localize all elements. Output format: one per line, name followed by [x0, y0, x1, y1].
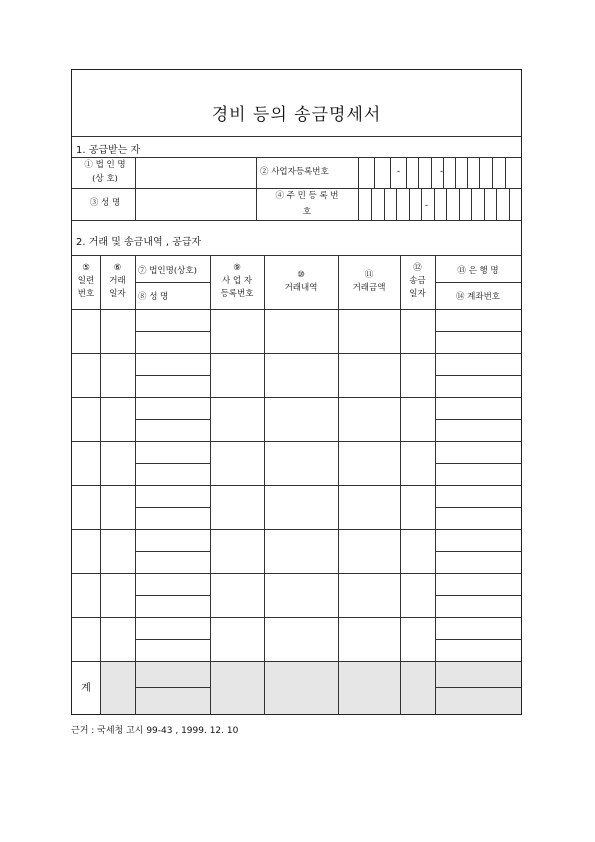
- divider: [358, 157, 359, 220]
- col-bizno-num: ⑨: [233, 263, 241, 273]
- digit-box: [409, 188, 410, 220]
- column-divider: [210, 255, 211, 714]
- digit-box: [421, 188, 422, 220]
- divider: [72, 309, 521, 310]
- col-amount-num: ⑪: [364, 270, 374, 280]
- divider: [435, 282, 521, 283]
- divider: [72, 157, 521, 158]
- col-date-b: 일자: [109, 289, 126, 299]
- digit-box: [467, 157, 468, 188]
- digit-box: [390, 157, 391, 188]
- sub-row: [435, 507, 521, 508]
- col-bank-name: ⑬ 은 행 명: [457, 266, 499, 276]
- sub-row: [435, 551, 521, 552]
- col-date-num: ⑥: [113, 263, 122, 273]
- sub-row: [135, 595, 210, 596]
- digit-box: [406, 157, 407, 188]
- name-label: ③ 성 명: [89, 198, 121, 208]
- footer-reference: 근거 : 국세청 고시 99-43 , 1999. 12. 10: [71, 726, 239, 736]
- col-bizno-a: 사 업 자: [221, 276, 253, 286]
- col-remit-num: ⑫: [413, 263, 422, 273]
- column-divider: [400, 255, 401, 714]
- col-remit-a: 송금: [409, 276, 426, 286]
- resident-no-dash: -: [425, 201, 429, 211]
- digit-box: [374, 157, 375, 188]
- sub-row: [135, 507, 210, 508]
- business-no-label: ② 사업자등록번호: [260, 167, 329, 177]
- digit-box: [496, 188, 497, 220]
- col-serial-b: 번호: [77, 289, 95, 299]
- col-detail-a: 거래내역: [284, 283, 318, 293]
- sub-row: [135, 419, 210, 420]
- table-row: [72, 661, 521, 662]
- sub-row: [435, 375, 521, 376]
- divider: [72, 188, 521, 189]
- digit-box: [509, 188, 510, 220]
- col-date-a: 거래: [109, 276, 126, 286]
- sub-row: [435, 419, 521, 420]
- divider: [135, 157, 136, 220]
- sub-row: [135, 639, 210, 640]
- column-divider: [435, 255, 436, 714]
- total-label: 계: [81, 683, 91, 694]
- column-divider: [338, 255, 339, 714]
- table-row: [72, 441, 521, 442]
- corp-name-label: ① 법 인 명: [84, 160, 126, 170]
- digit-box: [484, 188, 485, 220]
- digit-box: [446, 188, 447, 220]
- digit-box: [471, 188, 472, 220]
- business-no-dash: -: [440, 167, 444, 177]
- table-row: [72, 529, 521, 530]
- divider: [135, 282, 210, 283]
- col-person-name: ⑧ 성 명: [138, 292, 169, 302]
- table-row: [72, 573, 521, 574]
- column-divider: [264, 255, 265, 714]
- business-no-dash: -: [397, 167, 401, 177]
- section2-label: 2. 거래 및 송금내역 , 공급자: [76, 237, 202, 248]
- col-bizno-b: 등록번호: [220, 289, 254, 299]
- digit-box: [443, 157, 444, 188]
- sub-row: [435, 463, 521, 464]
- divider: [72, 255, 521, 256]
- table-row: [72, 353, 521, 354]
- resident-no-label-sub: 호: [302, 207, 312, 217]
- remittance-form: [71, 69, 522, 715]
- column-divider: [100, 255, 101, 714]
- divider: [72, 136, 521, 137]
- sub-row: [435, 595, 521, 596]
- digit-box: [431, 157, 432, 188]
- resident-no-label: ④ 주 민 등 록 번: [275, 191, 339, 201]
- table-row: [72, 617, 521, 618]
- digit-box: [492, 157, 493, 188]
- col-amount-a: 거래금액: [352, 283, 386, 293]
- digit-box: [434, 188, 435, 220]
- col-serial-a: 일련: [77, 276, 95, 286]
- sub-row: [435, 331, 521, 332]
- digit-box: [459, 188, 460, 220]
- col-detail-num: ⑩: [297, 270, 305, 280]
- table-row: [72, 397, 521, 398]
- digit-box: [396, 188, 397, 220]
- col-serial-num: ⑤: [82, 263, 90, 273]
- sub-row: [135, 551, 210, 552]
- digit-box: [455, 157, 456, 188]
- digit-box: [418, 157, 419, 188]
- sub-row: [135, 687, 210, 688]
- sub-row: [435, 687, 521, 688]
- sub-row: [135, 375, 210, 376]
- sub-row: [135, 463, 210, 464]
- col-corp-name: ⑦ 법인명(상호): [138, 266, 197, 276]
- digit-box: [479, 157, 480, 188]
- column-divider: [135, 255, 136, 714]
- col-remit-b: 일자: [409, 289, 426, 299]
- digit-box: [384, 188, 385, 220]
- sub-row: [435, 639, 521, 640]
- sub-row: [135, 331, 210, 332]
- section1-label: 1. 공급받는 자: [76, 145, 141, 156]
- col-account-no: ⑭ 계좌번호: [455, 292, 501, 302]
- table-row: [72, 485, 521, 486]
- digit-box: [505, 157, 506, 188]
- digit-box: [371, 188, 372, 220]
- corp-name-label-sub: (상 호): [92, 174, 118, 184]
- form-title: 경비 등의 송금명세서: [211, 105, 382, 125]
- divider: [72, 220, 521, 221]
